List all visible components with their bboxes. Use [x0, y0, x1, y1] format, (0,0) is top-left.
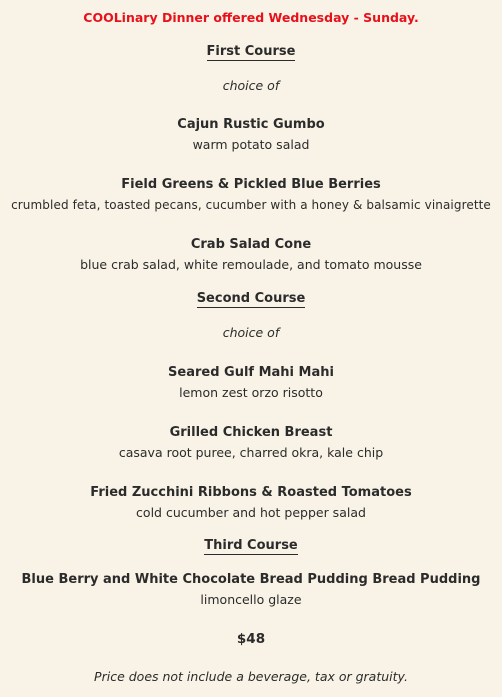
- dish-description-bread-pudding: limoncello glaze: [200, 592, 302, 607]
- dish-name-crab-salad-cone: Crab Salad Cone: [190, 237, 312, 252]
- price-disclaimer: Price does not include a beverage, tax or gratuity.: [94, 669, 408, 684]
- dish-description-mahi-mahi: lemon zest orzo risotto: [179, 385, 323, 400]
- dish-name-zucchini-ribbons: Fried Zucchini Ribbons & Roasted Tomatoes: [90, 485, 412, 500]
- availability-notice: COOLinary Dinner offered Wednesday - Sunday.: [83, 10, 419, 25]
- second-course-heading: [0, 291, 502, 307]
- dish-description-crab-salad-cone: blue crab salad, white remoulade, and tomato mousse: [80, 257, 422, 272]
- dish-name-field-greens: Field Greens & Pickled Blue Berries: [121, 177, 381, 192]
- first-course-heading-text: First Course: [206, 44, 296, 59]
- second-course-heading-text: Second Course: [196, 291, 306, 306]
- dish-name-bread-pudding: Blue Berry and White Chocolate Bread Pudding Bread Pudding: [21, 572, 481, 587]
- first-course-heading: [0, 44, 502, 60]
- dish-description-zucchini-ribbons: cold cucumber and hot pepper salad: [136, 505, 366, 520]
- dish-description-chicken-breast: casava root puree, charred okra, kale chip: [118, 445, 384, 460]
- second-course-choice-text: choice of: [222, 325, 280, 340]
- dish-description-gumbo: warm potato salad: [192, 137, 310, 152]
- dish-name-mahi-mahi: Seared Gulf Mahi Mahi: [168, 365, 334, 380]
- third-course-heading-text: Third Course: [204, 538, 298, 553]
- menu-price: $48: [236, 631, 266, 647]
- dish-name-gumbo: Cajun Rustic Gumbo: [177, 117, 325, 132]
- dish-name-chicken-breast: Grilled Chicken Breast: [169, 425, 333, 440]
- third-course-heading: [0, 538, 502, 554]
- dish-description-field-greens: crumbled feta, toasted pecans, cucumber with a honey & balsamic vinaigrette: [11, 198, 491, 212]
- first-course-choice-text: choice of: [222, 78, 280, 93]
